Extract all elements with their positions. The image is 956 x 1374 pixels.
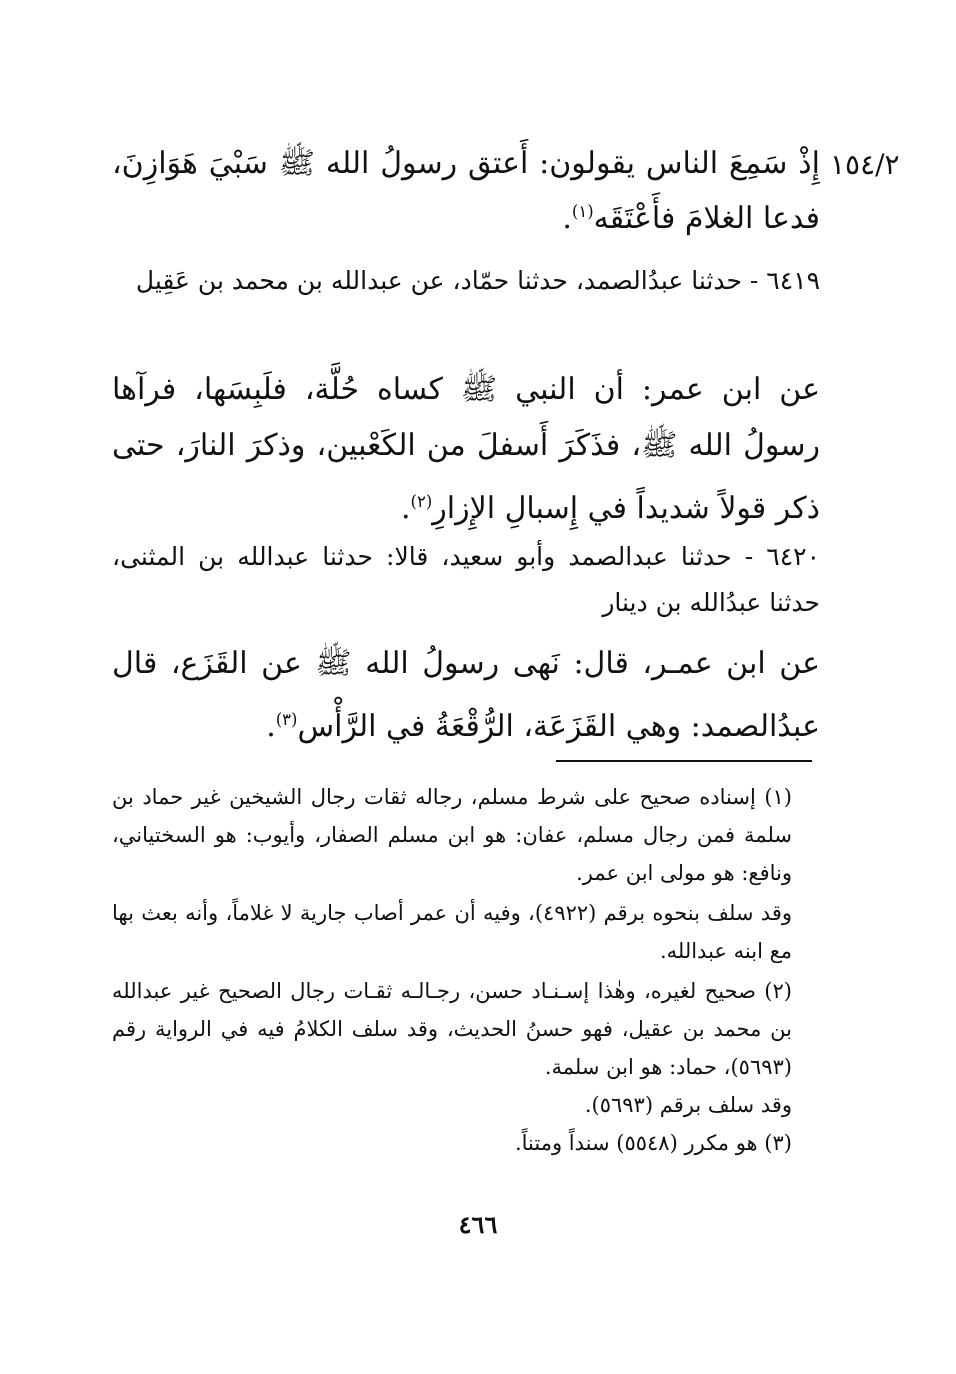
footnote-ref-2: (٢) (410, 492, 433, 511)
paragraph-text: إِذْ سَمِعَ الناس يقولون: أَعتق رسولُ الله ﷺ سَبْيَ هَوَازِنَ، فدعا الغلامَ فأَعْتَقَه (112, 146, 820, 236)
footnote-1-extra: وقد سلف بنحوه برقم (٤٩٢٢)، وفيه أن عمر أصاب جارية لا غلاماً، وأنه بعث بها مع ابنه عبدالله. (112, 901, 793, 963)
paragraph-end: . (266, 709, 276, 744)
footnote-1: (١) إسناده صحيح على شرط مسلم، رجاله ثقات رجال الشيخين غير حماد بن سلمة فمن رجال مسلم، عفان: هو ابن مسلم الصفار، وأيوب: هو السختياني، ونافع: هو مولى ابن عمر. (112, 785, 792, 885)
paragraph-end: . (562, 201, 572, 236)
footnote-separator (556, 760, 812, 762)
page-number: ٤٦٦ (458, 1210, 498, 1239)
hadith-6420-isnad (112, 534, 820, 626)
isnad-text: ٦٤٢٠ - حدثنا عبدالصمد وأبو سعيد، قالا: حدثنا عبدالله بن المثنى، حدثنا عبدُالله بن دينار (112, 542, 820, 617)
volume-page-reference: ١٥٤/٢ (830, 148, 900, 181)
footnote-ref-1: (١) (571, 202, 594, 221)
footnotes (112, 778, 820, 1162)
footnote-2-extra: وقد سلف برقم (٥٦٩٣). (584, 1093, 792, 1117)
hadith-6419-matn (112, 362, 820, 537)
matn-text: عن ابن عمـر، قال: نَهى رسولُ الله ﷺ عن القَزَع، قال عبدُالصمد: وهي القَزَعَة، الرُّقْعَةُ في الرَّأْس (112, 646, 820, 744)
matn-text: عن ابن عمر: أن النبي ﷺ كساه حُلَّة، فلَبِسَها، فرآها رسولُ الله ﷺ، فذَكَرَ أَسفلَ من الكَعْبين، وذكرَ النارَ، حتى ذكر قولاً شديداً في إِسبالِ الإِزارِ (112, 372, 820, 526)
footnote-3: (٣) هو مكرر (٥٥٤٨) سنداً ومتناً. (514, 1131, 792, 1155)
paragraph-continuation (112, 140, 820, 243)
isnad-text: ٦٤١٩ - حدثنا عبدُالصمد، حدثنا حمّاد، عن عبدالله بن محمد بن عَقِيل (135, 266, 820, 295)
hadith-6419-isnad (112, 258, 820, 304)
footnote-ref-3: (٣) (275, 710, 298, 729)
footnote-2: (٢) صحيح لغيره، وهٰذا إسـنـاد حسن، رجـالـه ثقـات رجال الصحيح غير عبدالله بن محمد بن عقيل، فهو حسنُ الحديث، وقد سلف الكلامُ فيه في الرواية رقم (٥٦٩٣)، حماد: هو ابن سلمة. (112, 979, 792, 1079)
hadith-6420-matn (112, 636, 820, 755)
paragraph-end: . (401, 491, 411, 526)
